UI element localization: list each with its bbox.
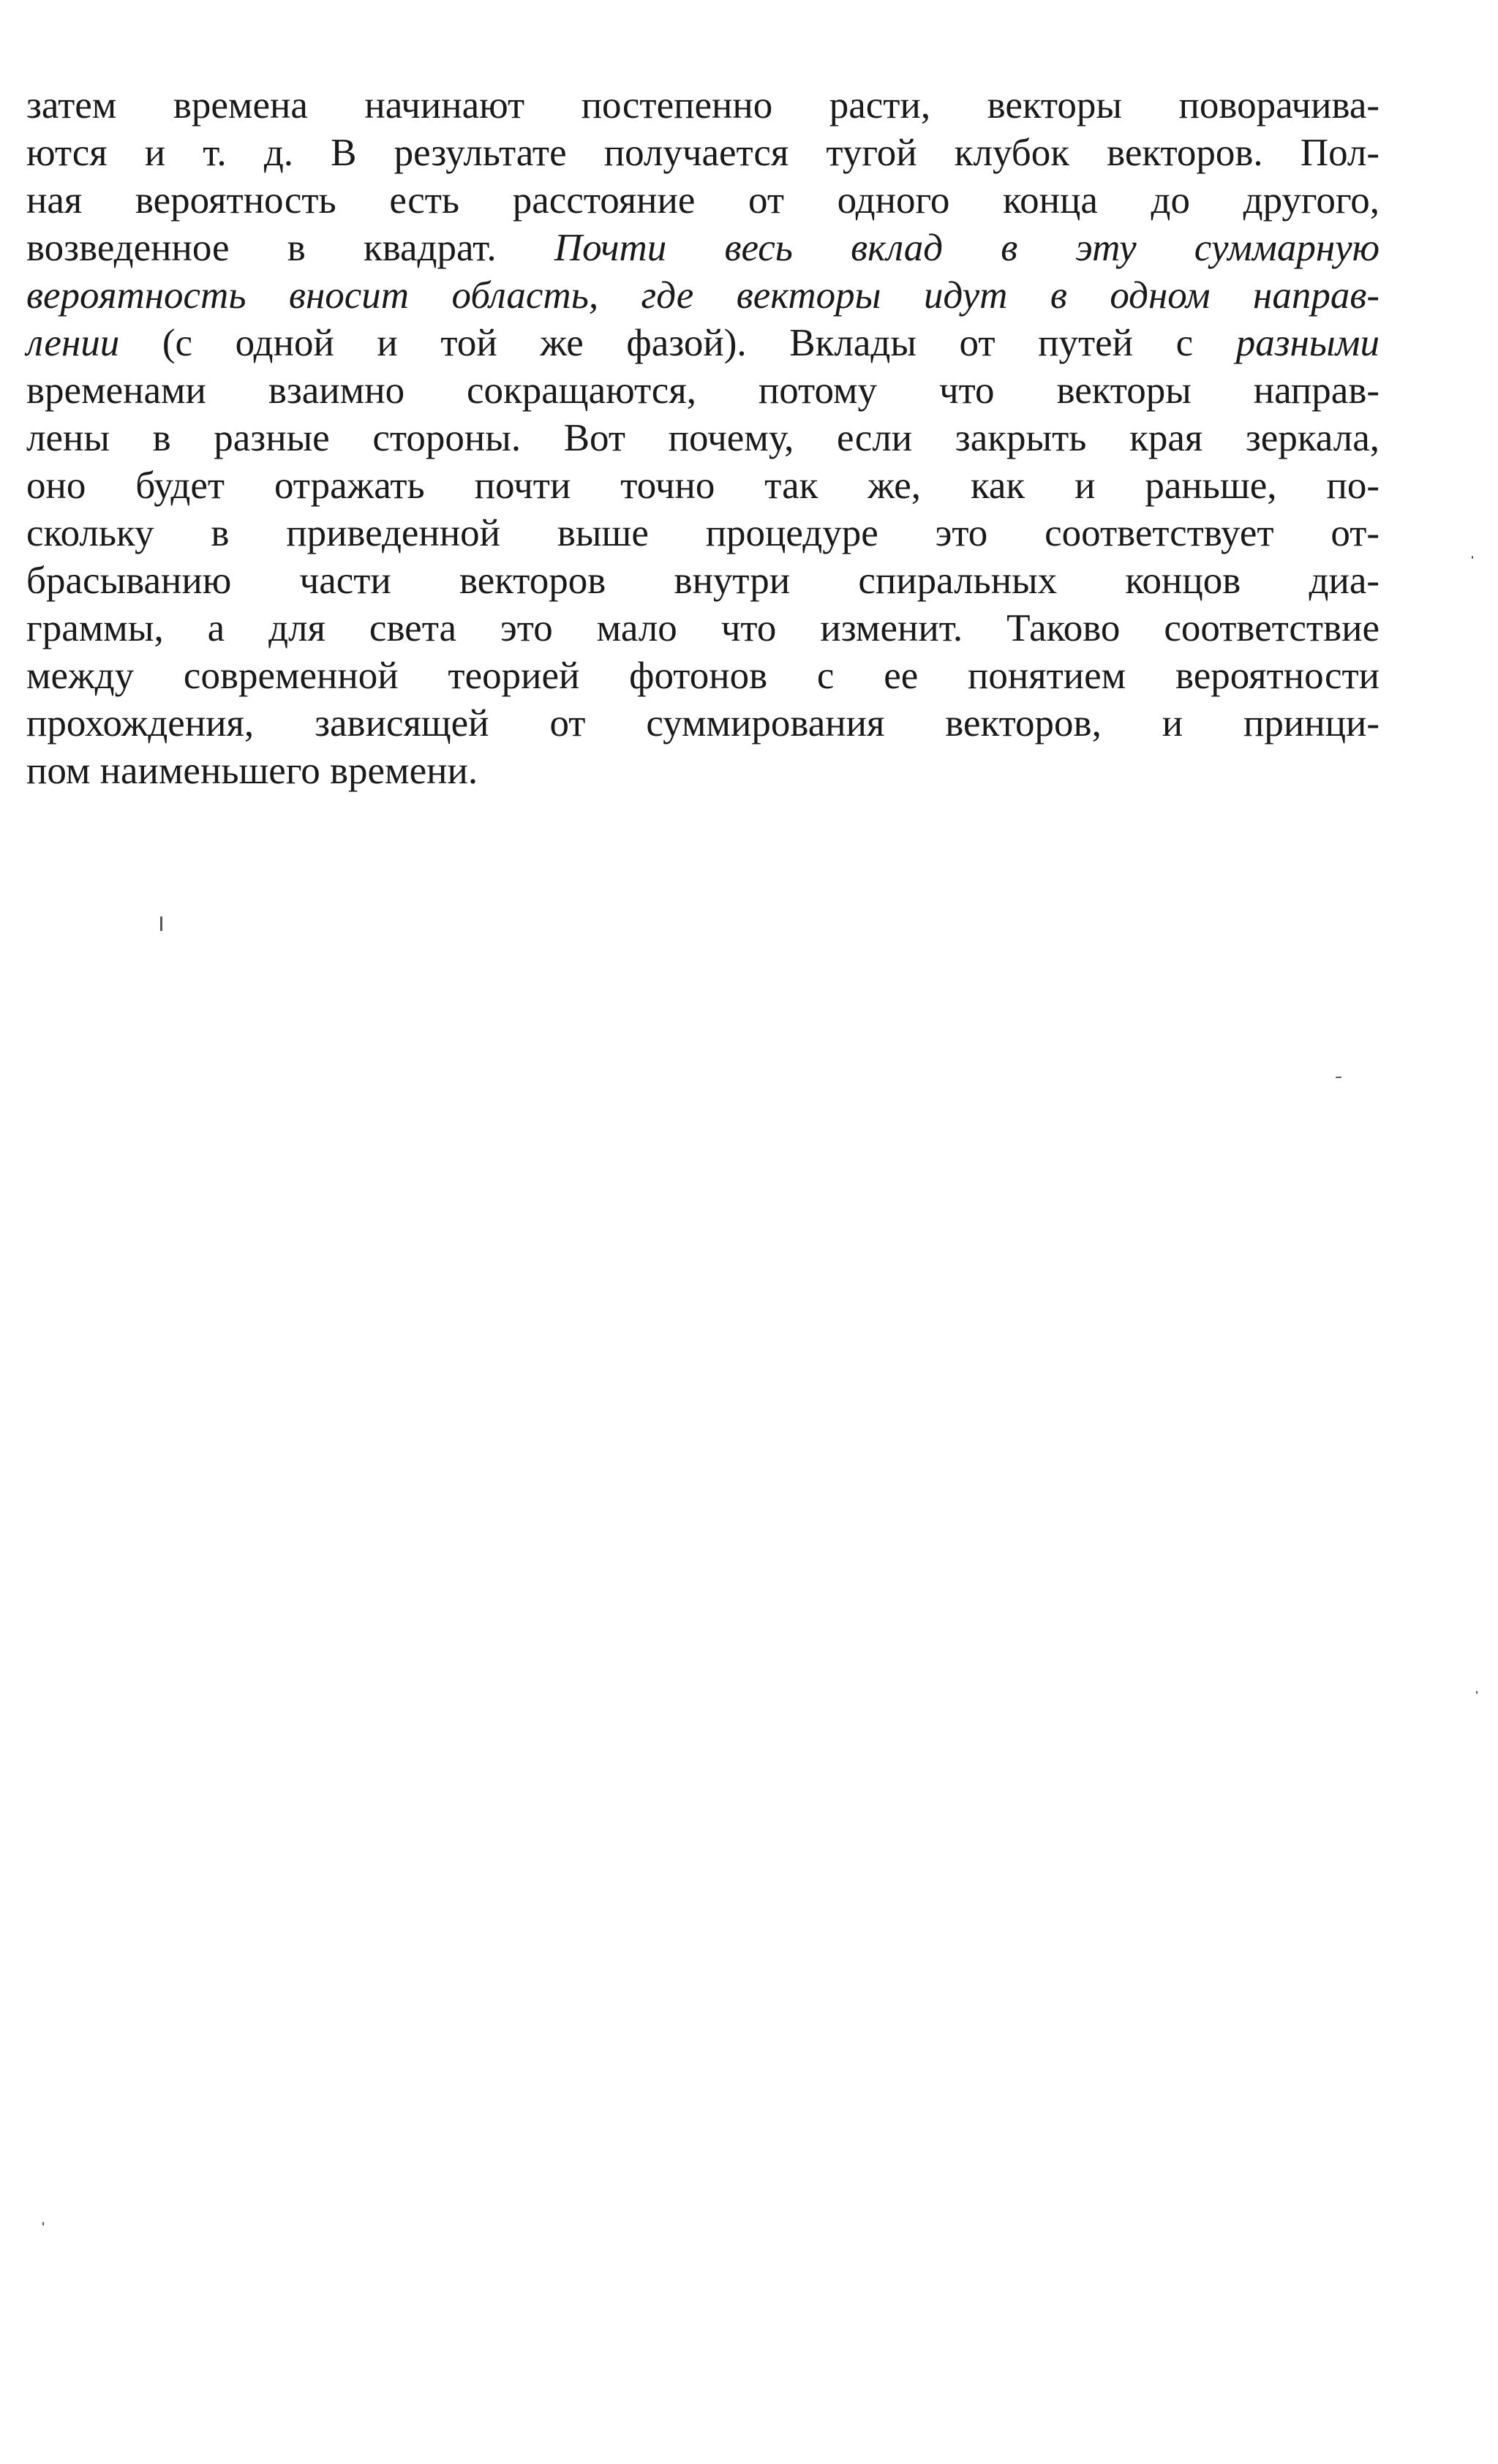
text-line bbox=[26, 747, 1380, 795]
italic-run: лении bbox=[26, 322, 120, 364]
text-line bbox=[26, 510, 1380, 557]
italic-run: вероятность вносит область, где векторы идут в одном направ- bbox=[26, 274, 1380, 317]
text-line bbox=[26, 700, 1380, 747]
text-run: ются и т. д. В результате получается тугой клубок векторов. Пол- bbox=[26, 132, 1380, 174]
text-line bbox=[26, 652, 1380, 700]
text-line bbox=[26, 605, 1380, 652]
text-line bbox=[26, 320, 1380, 367]
text-line bbox=[26, 367, 1380, 415]
text-line bbox=[26, 557, 1380, 605]
scan-speck bbox=[1472, 556, 1473, 559]
scan-speck bbox=[42, 2222, 44, 2226]
text-line bbox=[26, 415, 1380, 462]
text-run: граммы, а для света это мало что изменит. Таково соответствие bbox=[26, 607, 1380, 649]
text-run: брасыванию части векторов внутри спиральных концов диа- bbox=[26, 560, 1380, 602]
text-line bbox=[26, 462, 1380, 510]
text-line bbox=[26, 225, 1380, 272]
text-run: прохождения, зависящей от суммирования векторов, и принци- bbox=[26, 702, 1380, 745]
italic-run: Почти весь вклад в эту суммарную bbox=[554, 227, 1380, 269]
body-paragraph bbox=[26, 82, 1380, 795]
scan-speck bbox=[160, 916, 162, 931]
text-line bbox=[26, 177, 1380, 225]
scan-speck bbox=[1476, 1691, 1478, 1694]
text-line bbox=[26, 129, 1380, 177]
text-line bbox=[26, 82, 1380, 129]
text-run: временами взаимно сокращаются, потому что векторы направ- bbox=[26, 369, 1380, 412]
text-run: (с одной и той же фазой). Вклады от путей с bbox=[119, 322, 1236, 364]
italic-run: разными bbox=[1235, 322, 1380, 364]
text-run: ная вероятность есть расстояние от одного конца до другого, bbox=[26, 179, 1380, 222]
text-run: возведенное в квадрат. bbox=[26, 227, 554, 269]
text-run: между современной теорией фотонов с ее понятием вероятности bbox=[26, 655, 1380, 697]
text-run: пом наименьшего времени. bbox=[26, 750, 478, 792]
text-run: скольку в приведенной выше процедуре это соответствует от- bbox=[26, 512, 1380, 554]
text-run: оно будет отражать почти точно так же, как и раньше, по- bbox=[26, 464, 1380, 507]
text-line bbox=[26, 272, 1380, 320]
text-run: лены в разные стороны. Вот почему, если закрыть края зеркала, bbox=[26, 417, 1380, 459]
text-run: затем времена начинают постепенно расти, векторы поворачива- bbox=[26, 84, 1380, 127]
scan-speck bbox=[1336, 1077, 1341, 1078]
